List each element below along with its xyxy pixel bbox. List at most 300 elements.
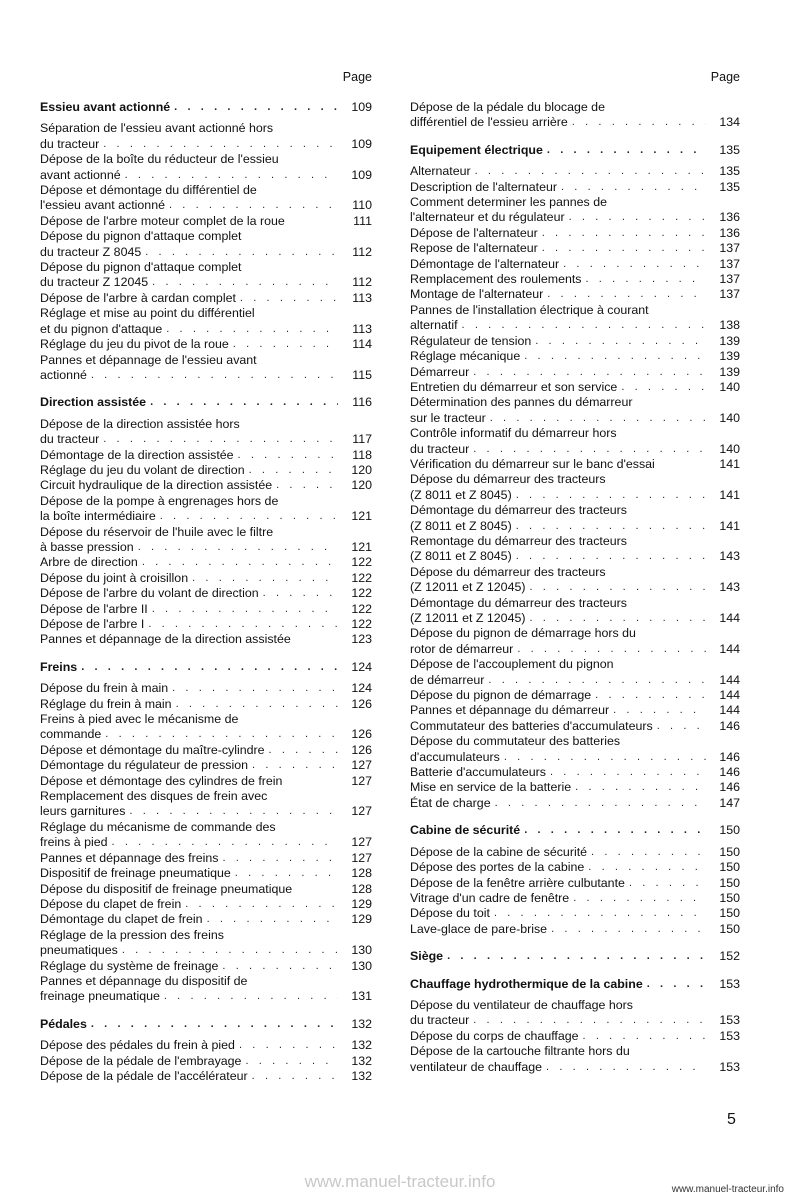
toc-entry-text: Réglage du frein à main xyxy=(40,696,172,711)
dot-leader xyxy=(447,949,706,964)
toc-entry-text: Dépose du commutateur des batteries xyxy=(410,734,621,749)
toc-entry xyxy=(40,866,372,881)
toc-entry xyxy=(410,303,740,334)
dot-leader xyxy=(192,571,338,586)
toc-page-ref: 150 xyxy=(719,860,740,875)
toc-entry xyxy=(410,257,740,272)
dot-leader xyxy=(145,245,338,260)
dot-leader xyxy=(207,912,338,927)
toc-page-ref: 129 xyxy=(351,912,372,927)
dot-leader xyxy=(529,580,706,595)
toc-entry-text: Réglage mécanique xyxy=(410,349,521,364)
toc-entry-text: l'essieu avant actionné xyxy=(40,198,165,213)
toc-entry xyxy=(410,241,740,256)
toc-page-ref: 152 xyxy=(719,949,740,964)
toc-entry-text: Dépose des pédales du frein à pied xyxy=(40,1038,235,1053)
toc-page-ref: 117 xyxy=(352,432,372,447)
dot-leader xyxy=(504,750,706,765)
dot-leader xyxy=(583,1029,706,1044)
toc-entry xyxy=(40,897,372,912)
toc-page-ref: 146 xyxy=(719,718,740,733)
toc-entry xyxy=(40,851,372,866)
toc-page-ref: 127 xyxy=(351,804,372,819)
toc-entry xyxy=(410,796,740,811)
toc-page-ref: 137 xyxy=(719,241,740,256)
toc-entry xyxy=(40,229,372,260)
toc-entry xyxy=(40,291,372,306)
toc-page-ref: 110 xyxy=(352,198,372,213)
toc-entry xyxy=(40,463,372,478)
toc-entry xyxy=(410,349,740,364)
dot-leader xyxy=(105,727,338,742)
toc-section-heading xyxy=(40,1017,372,1032)
toc-entry-text: (Z 8011 et Z 8045) xyxy=(410,549,512,564)
toc-entry-text: Régulateur de tension xyxy=(410,333,532,348)
toc-entry-text: Dépose de la pompe à engrenages hors de xyxy=(40,493,279,508)
toc-entry-text: Dépose de l'arbre moteur complet de la roue xyxy=(40,213,285,228)
dot-leader xyxy=(142,555,338,570)
toc-page-ref: 126 xyxy=(351,727,372,742)
toc-entry xyxy=(40,260,372,291)
toc-entry-text: freins à pied xyxy=(40,835,108,850)
toc-entry-text: Dépose du frein à main xyxy=(40,681,169,696)
toc-entry xyxy=(40,912,372,927)
toc-entry-text: Remplacement des disques de frein avec xyxy=(40,789,268,804)
toc-entry-text: Dépose du pignon de démarrage hors du xyxy=(410,626,636,641)
toc-entry-text: alternatif xyxy=(410,318,458,333)
toc-entry xyxy=(40,928,372,959)
toc-page-ref: 114 xyxy=(352,337,372,352)
toc-entry xyxy=(410,472,740,503)
toc-entry xyxy=(410,334,740,349)
toc-page-ref: 135 xyxy=(719,164,740,179)
toc-entry xyxy=(40,478,372,493)
dot-leader xyxy=(517,642,706,657)
toc-page-ref: 112 xyxy=(352,244,372,259)
toc-entry-text: (Z 12011 et Z 12045) xyxy=(410,611,526,625)
toc-section-heading xyxy=(410,823,740,838)
toc-entry-text: Réglage du système de freinage xyxy=(40,958,219,973)
toc-page-ref: 150 xyxy=(719,921,740,936)
toc-page-ref: 122 xyxy=(351,555,372,570)
dot-leader xyxy=(657,719,706,734)
toc-page-ref: 140 xyxy=(719,441,740,456)
toc-entry-text: Dépose du réservoir de l'huile avec le filtre xyxy=(40,524,274,539)
toc-section-title: Siège xyxy=(410,949,444,964)
toc-entry xyxy=(410,226,740,241)
toc-entry-text: Dépose du dispositif de freinage pneumatique xyxy=(40,881,293,896)
toc-section-title: Cabine de sécurité xyxy=(410,823,521,838)
dot-leader xyxy=(150,395,338,410)
toc-entry-text: commande xyxy=(40,727,102,742)
toc-page-ref: 112 xyxy=(352,275,372,290)
dot-leader xyxy=(547,287,706,302)
toc-entry-text: Dépose du toit xyxy=(410,906,490,921)
dot-leader xyxy=(129,804,338,819)
toc-page-ref: 115 xyxy=(352,367,372,382)
dot-leader xyxy=(595,688,706,703)
toc-page-ref: 144 xyxy=(719,688,740,703)
toc-list xyxy=(410,100,740,1075)
toc-page-ref: 134 xyxy=(719,115,740,130)
toc-entry xyxy=(410,734,740,765)
toc-entry xyxy=(410,457,740,472)
toc-entry-text: Dépose de la pédale de l'accélérateur xyxy=(40,1068,248,1083)
toc-page-ref: 139 xyxy=(719,364,740,379)
dot-leader xyxy=(569,210,706,225)
toc-page-ref: 150 xyxy=(719,890,740,905)
dot-leader xyxy=(235,866,338,881)
toc-page-ref: 130 xyxy=(351,943,372,958)
toc-entry-text: leurs garnitures xyxy=(40,804,126,819)
toc-entry xyxy=(40,1069,372,1084)
toc-entry-text: Vitrage d'un cadre de fenêtre xyxy=(410,890,570,905)
toc-entry xyxy=(40,337,372,352)
toc-entry-text: Dépose de la cabine de sécurité xyxy=(410,844,588,859)
dot-leader xyxy=(245,1054,338,1069)
dot-leader xyxy=(174,100,338,115)
toc-entry-text: Dépose de la direction assistée hors xyxy=(40,416,240,431)
toc-entry xyxy=(410,719,740,734)
dot-leader xyxy=(166,322,338,337)
page-column-header: Page xyxy=(342,70,372,84)
toc-entry xyxy=(410,998,740,1029)
toc-page-ref: 153 xyxy=(719,1059,740,1074)
dot-leader xyxy=(561,180,706,195)
toc-entry-text: Dépose du démarreur des tracteurs xyxy=(410,564,606,579)
toc-entry-text: Dépose de l'arbre II xyxy=(40,601,148,616)
toc-entry-text: Démontage du démarreur des tracteurs xyxy=(410,595,627,610)
toc-entry-text: Mise en service de la batterie xyxy=(410,780,572,795)
dot-leader xyxy=(462,318,706,333)
toc-entry xyxy=(40,632,372,647)
toc-entry-text: Batterie d'accumulateurs xyxy=(410,765,546,780)
dot-leader xyxy=(613,703,706,718)
toc-entry xyxy=(40,602,372,617)
toc-entry-text: Pannes et dépannage de l'essieu avant xyxy=(40,352,257,367)
dot-leader xyxy=(473,1013,706,1028)
toc-entry-text: Dépose du clapet de frein xyxy=(40,896,182,911)
toc-page-ref: 141 xyxy=(719,518,740,533)
dot-leader xyxy=(495,796,706,811)
toc-page-ref: 128 xyxy=(351,881,372,896)
page-number: 5 xyxy=(727,1111,736,1128)
toc-entry-text: Détermination des pannes du démarreur xyxy=(410,395,633,410)
toc-entry-text: Montage de l'alternateur xyxy=(410,287,544,302)
toc-page-ref: 109 xyxy=(351,167,372,182)
dot-leader xyxy=(122,943,338,958)
toc-entry-text: à basse pression xyxy=(40,539,134,554)
dot-leader xyxy=(269,743,338,758)
dot-leader xyxy=(103,432,338,447)
toc-section-heading xyxy=(40,100,372,115)
toc-entry-text: (Z 8011 et Z 8045) xyxy=(410,518,512,533)
dot-leader xyxy=(573,891,706,906)
toc-page-ref: 150 xyxy=(719,906,740,921)
toc-page-ref: 153 xyxy=(719,1028,740,1043)
toc-entry xyxy=(410,180,740,195)
dot-leader xyxy=(572,115,706,130)
toc-entry-text: Dépose de la pédale de l'embrayage xyxy=(40,1053,242,1068)
toc-page-ref: 139 xyxy=(719,349,740,364)
toc-page-ref: 124 xyxy=(351,681,372,696)
toc-entry-text: du tracteur xyxy=(40,432,100,447)
dot-leader xyxy=(249,463,338,478)
toc-entry-text: et du pignon d'attaque xyxy=(40,321,163,336)
watermark-text: www.manuel-tracteur.info xyxy=(304,1172,496,1191)
toc-entry xyxy=(410,765,740,780)
toc-entry xyxy=(40,789,372,820)
toc-entry xyxy=(410,503,740,534)
toc-entry xyxy=(410,922,740,937)
toc-page-ref: 136 xyxy=(719,210,740,225)
toc-section-title: Direction assistée xyxy=(40,395,147,410)
toc-page-ref: 128 xyxy=(351,866,372,881)
dot-leader xyxy=(529,611,706,626)
toc-entry-text: Dépose du pignon de démarrage xyxy=(410,688,592,703)
toc-entry-text: de démarreur xyxy=(410,672,485,687)
toc-entry xyxy=(410,657,740,688)
toc-entry-text: Dépose de la pédale du blocage de xyxy=(410,100,605,114)
toc-entry-text: Dépose du démarreur des tracteurs xyxy=(410,472,606,487)
toc-section-heading xyxy=(410,143,740,158)
dot-leader xyxy=(550,765,706,780)
dot-leader xyxy=(546,1060,706,1075)
dot-leader xyxy=(535,334,706,349)
toc-entry xyxy=(40,555,372,570)
dot-leader xyxy=(524,349,706,364)
toc-entry-text: Entretien du démarreur et son service xyxy=(410,379,618,394)
toc-entry-text: Dépose du joint à croisillon xyxy=(40,570,189,585)
dot-leader xyxy=(588,860,706,875)
toc-entry-text: du tracteur xyxy=(410,441,470,456)
toc-page-ref: 127 xyxy=(351,758,372,773)
toc-entry-text: Réglage du mécanisme de commande des xyxy=(40,819,276,834)
toc-entry-text: la boîte intermédiaire xyxy=(40,509,156,524)
dot-leader xyxy=(164,989,338,1004)
toc-page-ref: 146 xyxy=(719,765,740,780)
toc-page-ref: 146 xyxy=(719,749,740,764)
toc-page-ref: 109 xyxy=(351,100,372,114)
toc-entry xyxy=(40,774,372,789)
toc-entry xyxy=(40,697,372,712)
toc-page-ref: 130 xyxy=(351,958,372,973)
toc-entry xyxy=(410,534,740,565)
dot-leader xyxy=(621,380,706,395)
toc-entry-text: avant actionné xyxy=(40,167,121,182)
toc-entry xyxy=(40,525,372,556)
toc-entry-text: Commutateur des batteries d'accumulateurs xyxy=(410,718,653,733)
dot-leader xyxy=(81,660,338,675)
toc-page-ref: 144 xyxy=(719,703,740,718)
toc-entry-text: Dépose de la cartouche filtrante hors du xyxy=(410,1044,630,1059)
toc-entry xyxy=(40,121,372,152)
toc-page-ref: 132 xyxy=(351,1016,372,1031)
toc-entry xyxy=(40,743,372,758)
toc-entry-text: Dépose et démontage du différentiel de xyxy=(40,183,257,198)
page-column-header: Page xyxy=(710,70,740,84)
dot-leader xyxy=(148,617,338,632)
dot-leader xyxy=(647,977,706,992)
dot-leader xyxy=(488,673,706,688)
toc-page-ref: 144 xyxy=(719,611,740,625)
toc-entry xyxy=(40,1054,372,1069)
toc-page-ref: 121 xyxy=(351,539,372,554)
toc-page-ref: 153 xyxy=(719,976,740,991)
dot-leader xyxy=(91,368,338,383)
dot-leader xyxy=(125,168,338,183)
toc-entry xyxy=(410,1029,740,1044)
dot-leader xyxy=(240,291,338,306)
toc-entry xyxy=(410,164,740,179)
toc-page-ref: 113 xyxy=(352,290,372,305)
toc-entry xyxy=(410,287,740,302)
toc-entry xyxy=(410,195,740,226)
toc-page-ref: 122 xyxy=(351,570,372,585)
toc-entry-text: Démontage de l'alternateur xyxy=(410,256,560,271)
toc-entry-text: du tracteur xyxy=(40,136,100,151)
toc-entry xyxy=(40,617,372,632)
dot-leader xyxy=(152,602,338,617)
toc-page-ref: 143 xyxy=(719,549,740,564)
toc-entry-text: d'accumulateurs xyxy=(410,749,500,764)
toc-entry-text: ventilateur de chauffage xyxy=(410,1059,543,1074)
toc-page-ref: 146 xyxy=(719,780,740,795)
toc-section-heading xyxy=(40,395,372,410)
toc-entry-text: Réglage du jeu du volant de direction xyxy=(40,462,245,477)
toc-entry-text: Dépose du corps de chauffage xyxy=(410,1028,579,1043)
toc-page-ref: 137 xyxy=(719,287,740,302)
dot-leader xyxy=(222,851,338,866)
toc-page-ref: 127 xyxy=(351,835,372,850)
toc-entry xyxy=(410,860,740,875)
toc-section-title: Essieu avant actionné xyxy=(40,100,171,114)
toc-entry-text: freinage pneumatique xyxy=(40,989,160,1004)
dot-leader xyxy=(473,365,706,380)
toc-entry-text: (Z 8011 et Z 8045) xyxy=(410,487,512,502)
toc-page-ref: 143 xyxy=(719,580,740,595)
dot-leader xyxy=(516,488,706,503)
dot-leader xyxy=(152,275,338,290)
toc-entry xyxy=(40,586,372,601)
toc-page-ref: 147 xyxy=(719,795,740,810)
toc-page-ref: 111 xyxy=(353,213,372,228)
toc-page-ref: 127 xyxy=(351,773,372,788)
toc-entry-text: État de charge xyxy=(410,795,491,810)
dot-leader xyxy=(629,876,706,891)
toc-section-title: Freins xyxy=(40,659,78,674)
toc-entry-text: Description de l'alternateur xyxy=(410,179,557,194)
toc-page-ref: 135 xyxy=(719,179,740,194)
toc-entry-text: Dispositif de freinage pneumatique xyxy=(40,866,231,881)
toc-entry-text: rotor de démarreur xyxy=(410,641,514,656)
toc-page-ref: 122 xyxy=(351,586,372,601)
toc-entry xyxy=(410,365,740,380)
dot-leader xyxy=(222,959,338,974)
toc-entry-text: Pannes et dépannage de la direction assistée xyxy=(40,632,291,647)
toc-entry-text: Pannes de l'installation électrique à courant xyxy=(410,302,649,317)
toc-section-heading xyxy=(410,977,740,992)
toc-entry-text: Dépose et démontage du maître-cylindre xyxy=(40,742,265,757)
toc-page-ref: 132 xyxy=(351,1038,372,1053)
toc-entry xyxy=(410,703,740,718)
toc-entry xyxy=(410,876,740,891)
toc-page-ref: 124 xyxy=(351,659,372,674)
toc-entry-text: Remontage du démarreur des tracteurs xyxy=(410,533,627,548)
toc-entry-text: Dépose de l'alternateur xyxy=(410,225,538,240)
toc-entry-text: Dépose de l'arbre du volant de direction xyxy=(40,586,259,601)
toc-entry xyxy=(410,1044,740,1075)
toc-entry xyxy=(410,688,740,703)
toc-entry-text: Pannes et dépannage des freins xyxy=(40,850,219,865)
toc-entry-text: Arbre de direction xyxy=(40,555,138,570)
toc-page-ref: 126 xyxy=(351,742,372,757)
toc-entry xyxy=(410,891,740,906)
toc-entry xyxy=(410,845,740,860)
toc-entry-text: Dépose de l'arbre I xyxy=(40,617,145,631)
toc-entry-text: Démontage du régulateur de pression xyxy=(40,758,249,773)
toc-entry-text: Réglage et mise au point du différentiel xyxy=(40,306,255,321)
toc-page-ref: 122 xyxy=(351,601,372,616)
toc-entry xyxy=(40,681,372,696)
toc-entry xyxy=(40,353,372,384)
toc-entry xyxy=(40,571,372,586)
toc-page-ref: 127 xyxy=(351,850,372,865)
toc-entry-text: Freins à pied avec le mécanisme de xyxy=(40,712,239,727)
toc-entry-text: Comment determiner les pannes de xyxy=(410,195,607,210)
toc-entry-text: du tracteur Z 12045 xyxy=(40,275,149,290)
dot-leader xyxy=(494,906,706,921)
toc-page-ref: 132 xyxy=(351,1053,372,1068)
toc-entry-text: du tracteur xyxy=(410,1013,470,1028)
watermark-footer-link: www.manuel-tracteur.info xyxy=(671,1184,784,1195)
toc-entry-text: Repose de l'alternateur xyxy=(410,241,538,256)
toc-entry-text: Séparation de l'essieu avant actionné hors xyxy=(40,121,274,136)
toc-entry xyxy=(410,565,740,596)
toc-entry-text: Démontage de la direction assistée xyxy=(40,447,234,462)
toc-page-ref: 136 xyxy=(719,225,740,240)
toc-page-ref: 122 xyxy=(351,617,372,631)
toc-entry-text: Démontage du clapet de frein xyxy=(40,912,203,927)
toc-entry-text: Contrôle informatif du démarreur hors xyxy=(410,426,617,441)
toc-page-ref: 109 xyxy=(351,136,372,151)
toc-page-ref: 131 xyxy=(351,989,372,1004)
toc-entry xyxy=(410,395,740,426)
dot-leader xyxy=(176,697,338,712)
toc-entry-text: Dépose du ventilateur de chauffage hors xyxy=(410,997,633,1012)
toc-entry xyxy=(40,974,372,1005)
toc-entry xyxy=(40,959,372,974)
toc-entry-text: l'alternateur et du régulateur xyxy=(410,210,565,225)
toc-entry-text: actionné xyxy=(40,367,87,382)
toc-entry xyxy=(40,712,372,743)
toc-entry xyxy=(410,906,740,921)
dot-leader xyxy=(103,137,338,152)
dot-leader xyxy=(238,448,338,463)
toc-entry-text: Remplacement des roulements xyxy=(410,272,582,287)
toc-entry xyxy=(410,626,740,657)
toc-entry xyxy=(40,306,372,337)
toc-entry xyxy=(40,758,372,773)
dot-leader xyxy=(239,1038,338,1053)
toc-page-ref: 141 xyxy=(719,487,740,502)
toc-entry-text: Dépose de l'accouplement du pignon xyxy=(410,657,614,672)
toc-list xyxy=(40,100,372,1084)
dot-leader xyxy=(542,241,706,256)
dot-leader xyxy=(91,1017,338,1032)
dot-leader xyxy=(563,257,706,272)
toc-page-ref: 144 xyxy=(719,641,740,656)
